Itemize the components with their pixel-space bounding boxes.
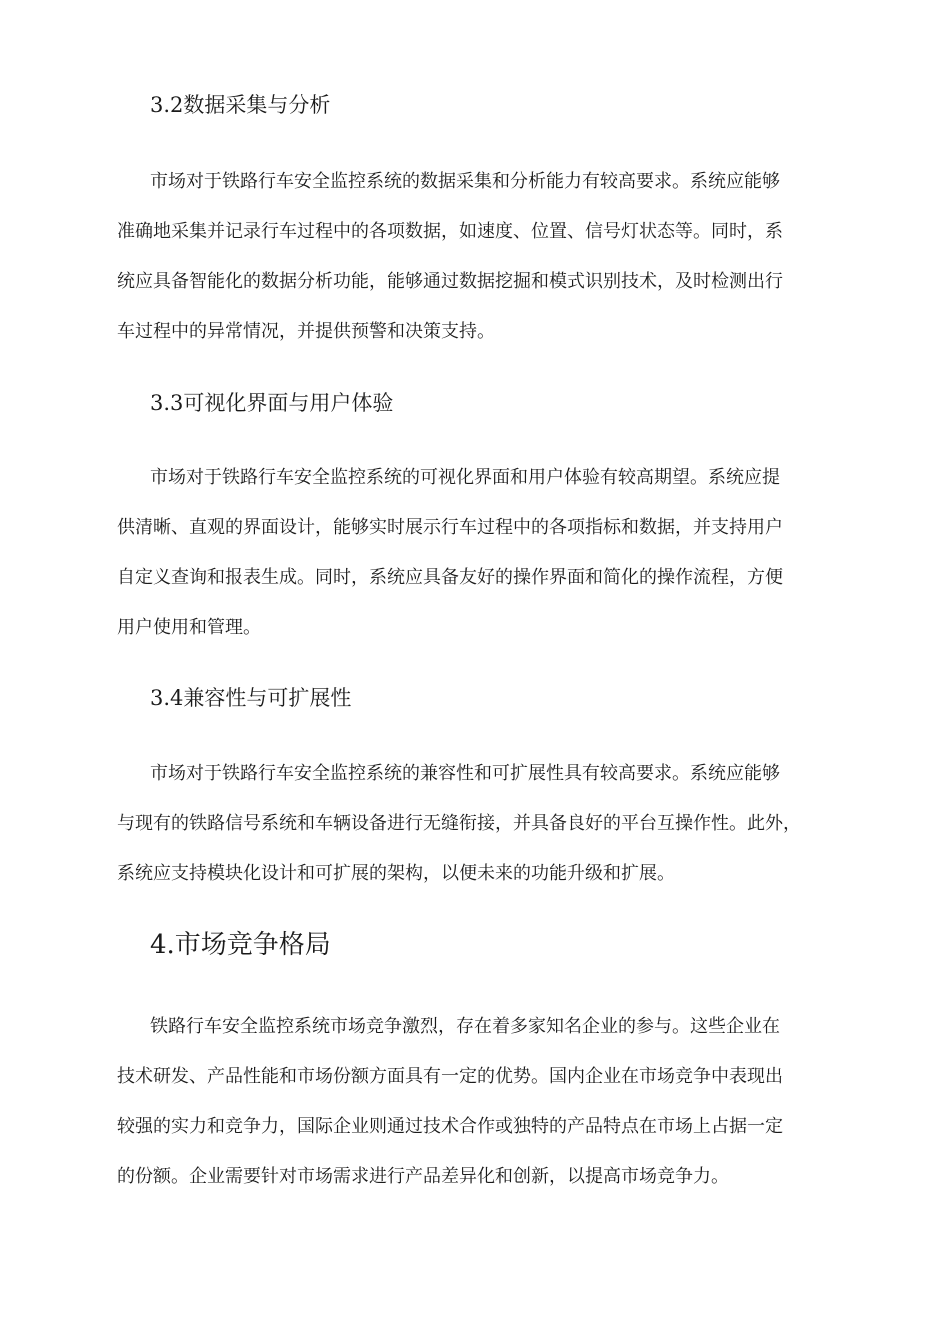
section-paragraph-3-4: [117, 749, 837, 899]
paragraph-line: 与现有的铁路信号系统和车辆设备进行无缝衔接，并具备良好的平台互操作性。此外，: [117, 813, 801, 834]
paragraph-line: 供清晰、直观的界面设计，能够实时展示行车过程中的各项指标和数据，并支持用户: [117, 517, 783, 538]
section-paragraph-4: [117, 1002, 837, 1202]
paragraph-line: 较强的实力和竞争力，国际企业则通过技术合作或独特的产品特点在市场上占据一定: [117, 1116, 783, 1137]
paragraph-line: 自定义查询和报表生成。同时，系统应具备友好的操作界面和简化的操作流程，方便: [117, 567, 783, 588]
section-heading-3-2: 3.2数据采集与分析: [150, 93, 331, 117]
section-heading-4: 4.市场竞争格局: [150, 930, 331, 960]
paragraph-line: 技术研发、产品性能和市场份额方面具有一定的优势。国内企业在市场竞争中表现出: [117, 1066, 783, 1087]
section-heading-3-3: 3.3可视化界面与用户体验: [150, 391, 394, 415]
paragraph-line: 铁路行车安全监控系统市场竞争激烈，存在着多家知名企业的参与。这些企业在: [150, 1016, 780, 1037]
paragraph-line: 统应具备智能化的数据分析功能，能够通过数据挖掘和模式识别技术，及时检测出行: [117, 271, 783, 292]
paragraph-line: 市场对于铁路行车安全监控系统的可视化界面和用户体验有较高期望。系统应提: [150, 467, 780, 488]
section-paragraph-3-2: [117, 157, 837, 357]
section-paragraph-3-3: [117, 453, 837, 653]
paragraph-line: 用户使用和管理。: [117, 617, 261, 638]
paragraph-line: 系统应支持模块化设计和可扩展的架构，以便未来的功能升级和扩展。: [117, 863, 675, 884]
paragraph-line: 车过程中的异常情况，并提供预警和决策支持。: [117, 321, 495, 342]
paragraph-line: 市场对于铁路行车安全监控系统的数据采集和分析能力有较高要求。系统应能够: [150, 171, 780, 192]
paragraph-line: 准确地采集并记录行车过程中的各项数据，如速度、位置、信号灯状态等。同时，系: [117, 221, 783, 242]
paragraph-line: 的份额。企业需要针对市场需求进行产品差异化和创新，以提高市场竞争力。: [117, 1166, 729, 1187]
section-heading-3-4: 3.4兼容性与可扩展性: [150, 686, 352, 710]
paragraph-line: 市场对于铁路行车安全监控系统的兼容性和可扩展性具有较高要求。系统应能够: [150, 763, 780, 784]
